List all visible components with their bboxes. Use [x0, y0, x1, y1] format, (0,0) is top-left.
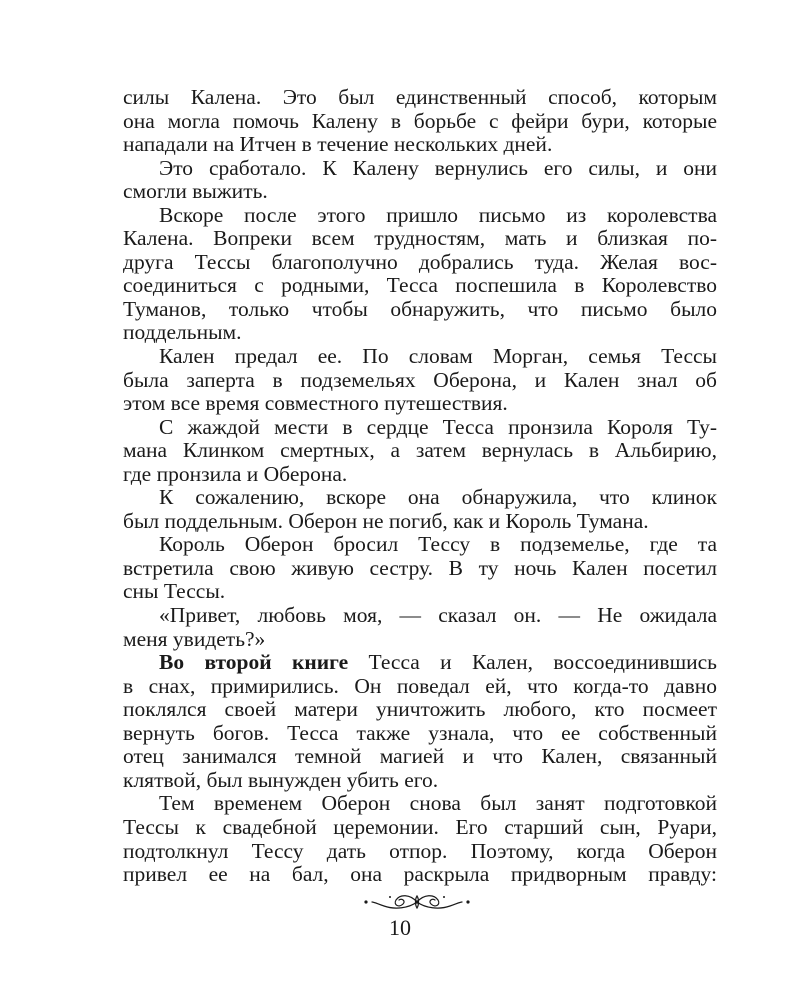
text-line: соединиться с родными, Тесса поспешила в Королевство — [123, 273, 717, 298]
text-line: друга Тессы благополучно добрались туда. Желая вос- — [123, 249, 717, 274]
text-line: Вскоре после этого пришло письмо из королевства — [159, 202, 717, 227]
text-line: в снах, примирились. Он поведал ей, что когда-то давно — [123, 673, 717, 698]
text-line: поддельным. — [123, 320, 242, 345]
text-line: нападали на Итчен в течение нескольких дней. — [123, 132, 553, 157]
text-line: сны Тессы. — [123, 579, 226, 604]
flourish-ornament-icon — [362, 888, 472, 916]
text-line: вернуть богов. Тесса также узнала, что ее собственный — [123, 720, 717, 745]
text-line: меня увидеть?» — [123, 626, 266, 651]
text-line: подтолкнул Тессу дать отпор. Поэтому, когда Оберон — [123, 838, 717, 863]
text-line: она могла помочь Калену в борьбе с фейри бури, которые — [123, 108, 717, 133]
text-line: привел ее на бал, она раскрыла придворным правду: — [123, 862, 717, 887]
text-line: был поддельным. Оберон не погиб, как и Король Тумана. — [123, 508, 649, 533]
text-line: Кален предал ее. По словам Морган, семья Тессы — [159, 344, 717, 369]
text-line: «Привет, любовь моя, — сказал он. — Не ожидала — [159, 603, 717, 628]
text-line: Туманов, только чтобы обнаружить, что письмо было — [123, 296, 717, 321]
page-number: 10 — [389, 915, 411, 940]
text-line: мана Клинком смертных, а затем вернулась в Альбирию, — [123, 438, 717, 463]
text-line: К сожалению, вскоре она обнаружила, что клинок — [159, 485, 717, 510]
text-line: этом все время совместного путешествия. — [123, 391, 508, 416]
text-line: Тессы к свадебной церемонии. Его старший сын, Руари, — [123, 814, 717, 839]
text-line: отец занимался темной магией и что Кален, связанный — [123, 744, 717, 769]
text-line: Это сработало. К Калену вернулись его силы, и они — [159, 155, 717, 180]
bold-lead-phrase: Во второй книге — [159, 650, 349, 675]
book-page-text — [123, 86, 717, 887]
text-line: была заперта в подземельях Оберона, и Кален знал об — [123, 367, 717, 392]
text-line: С жаждой мести в сердце Тесса пронзила Короля Ту- — [159, 414, 717, 439]
text-line: клятвой, был вынужден убить его. — [123, 767, 439, 792]
text-line: Король Оберон бросил Тессу в подземелье, где та — [159, 532, 717, 557]
text-line: смогли выжить. — [123, 179, 268, 204]
text-line: Тем временем Оберон снова был занят подготовкой — [159, 791, 717, 816]
text-line: где пронзила и Оберона. — [123, 461, 348, 486]
text-line-rest: Тесса и Кален, воссоединившись — [348, 650, 717, 675]
text-line: силы Калена. Это был единственный способ, которым — [123, 85, 717, 109]
text-line-with-bold-lead — [123, 651, 717, 675]
text-line: поклялся своей матери уничтожить любого, кто посмеет — [123, 697, 717, 722]
text-line: встретила свою живую сестру. В ту ночь Кален посетил — [123, 555, 717, 580]
text-line: Калена. Вопреки всем трудностям, мать и близкая по- — [123, 226, 717, 251]
